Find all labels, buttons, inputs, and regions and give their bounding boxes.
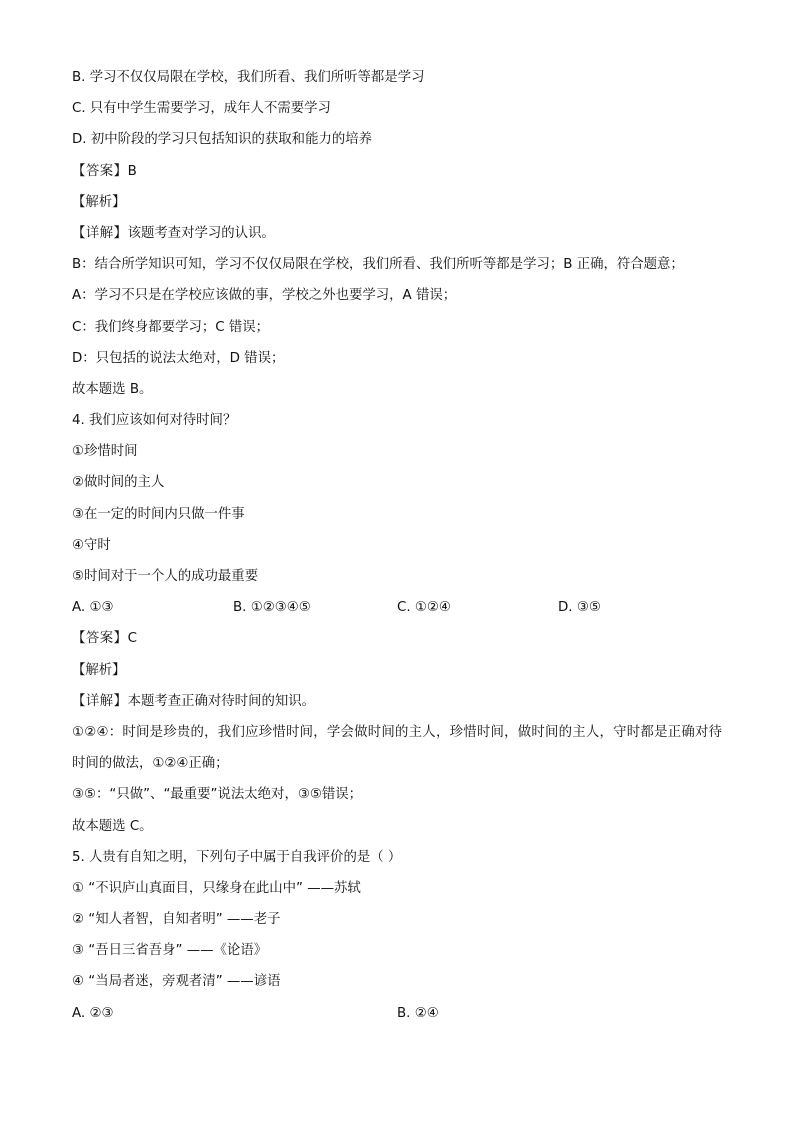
q4-stem: 4. 我们应该如何对待时间？	[72, 413, 237, 429]
q4-option-d: D. ③⑤	[558, 600, 601, 616]
q3-answer: B	[127, 163, 137, 179]
q5-options	[72, 998, 722, 1029]
q4-options	[72, 592, 722, 623]
q4-item-4: ④守时	[72, 537, 111, 553]
exam-page	[72, 62, 722, 1029]
q4-explanation-124-text: ①②④：时间是珍贵的，我们应珍惜时间，学会做时间的主人，珍惜时间，做时间的主人，守时都是正确对待时间的做法，①②④正确；	[72, 724, 722, 772]
q5-stem: 5. 人贵有自知之明，下列句子中属于自我评价的是（ ）	[72, 849, 402, 865]
q4-item-1: ①珍惜时间	[72, 444, 138, 460]
q3-conclusion: 故本题选 B。	[72, 381, 153, 397]
q4-option-b: B. ①②③④⑤	[233, 600, 311, 616]
q3-answer-line	[72, 156, 722, 187]
answer-tag: 【答案】	[72, 163, 128, 179]
q3-detail-line	[72, 218, 722, 249]
q4-explanation-124	[72, 717, 722, 779]
q4-item-5: ⑤时间对于一个人的成功最重要	[72, 569, 259, 584]
q5-item-3: ③ “吾日三省吾身” ——《论语》	[72, 943, 268, 959]
q4-conclusion: 故本题选 C。	[72, 818, 153, 834]
q3-option-c: C. 只有中学生需要学习，成年人不需要学习	[72, 101, 331, 117]
q3-option-b: B. 学习不仅仅局限在学校，我们所看、我们所听等都是学习	[72, 70, 425, 85]
q5-item-2: ② “知人者智，自知者明” ——老子	[72, 912, 281, 928]
q4-item-3: ③在一定的时间内只做一件事	[72, 506, 245, 522]
q3-explanation-b: B：结合所学知识可知，学习不仅仅局限在学校，我们所看、我们所听等都是学习；B 正确，符合题意；	[72, 257, 684, 273]
q4-analysis-tag: 【解析】	[72, 662, 126, 678]
q4-detail-text: 本题考查正确对待时间的知识。	[127, 693, 316, 709]
q5-option-a: A. ②③	[72, 1005, 114, 1021]
q5-item-1: ① “不识庐山真面目，只缘身在此山中” ——苏轼	[72, 880, 361, 896]
q4-item-2: ②做时间的主人	[72, 475, 165, 491]
q3-analysis-tag: 【解析】	[72, 194, 126, 210]
q3-explanation-c: C：我们终身都要学习；C 错误；	[72, 319, 270, 335]
q5-option-b: B. ②④	[397, 1005, 439, 1021]
q4-option-c: C. ①②④	[397, 600, 451, 616]
q4-option-a: A. ①③	[72, 600, 114, 616]
q3-detail-text: 该题考查对学习的认识。	[127, 225, 275, 241]
q4-answer-line	[72, 623, 722, 654]
q3-option-d: D. 初中阶段的学习只包括知识的获取和能力的培养	[72, 132, 373, 148]
q4-explanation-35: ③⑤：“只做”、“最重要”说法太绝对，③⑤错误；	[72, 787, 363, 803]
detail-tag: 【详解】	[72, 693, 128, 709]
q3-explanation-a: A：学习不只是在学校应该做的事，学校之外也要学习，A 错误；	[72, 288, 457, 304]
detail-tag: 【详解】	[72, 225, 128, 241]
q4-detail-line	[72, 686, 722, 717]
q5-item-4: ④ “当局者迷，旁观者清” ——谚语	[72, 974, 281, 990]
q3-explanation-d: D：只包括的说法太绝对，D 错误；	[72, 350, 285, 366]
answer-tag: 【答案】	[72, 631, 128, 647]
q4-answer: C	[127, 631, 137, 647]
